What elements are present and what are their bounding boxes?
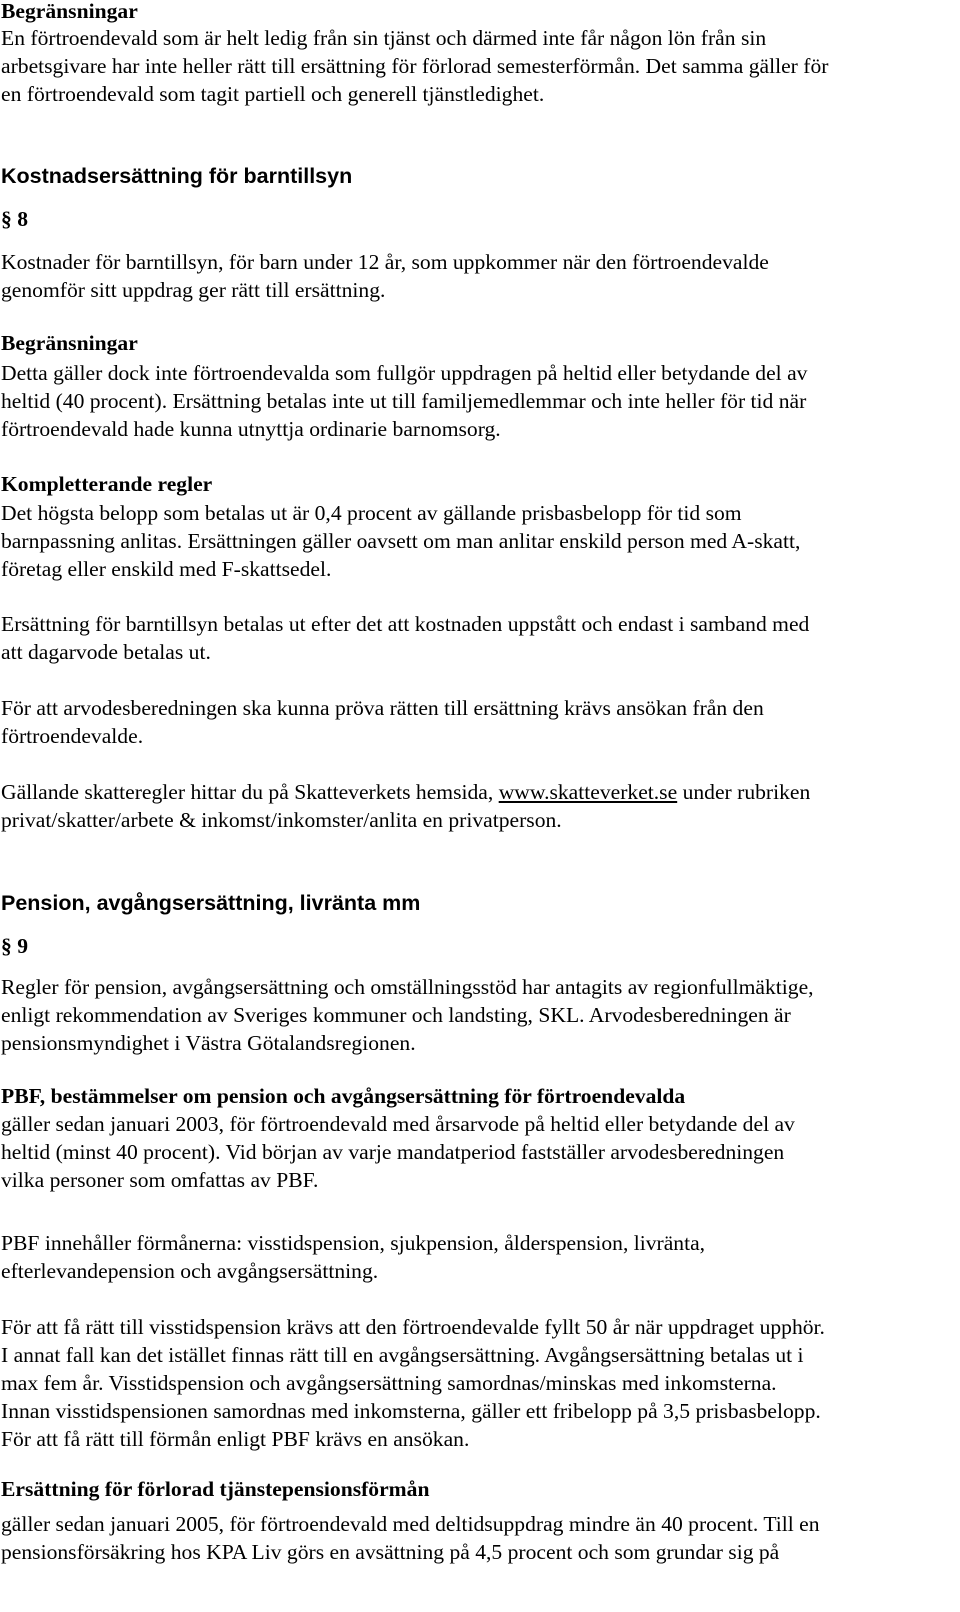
paragraph-line: privat/skatter/arbete & inkomst/inkomster/anlita en privatperson. [1,808,562,832]
subheading-lost-pension: Ersättning för förlorad tjänstepensionsförmån [1,1477,430,1501]
tax-info-text: Gällande skatteregler hittar du på Skatteverkets hemsida, [1,780,499,804]
paragraph-line: Ersättning för barntillsyn betalas ut efter det att kostnaden uppstått och endast i samband med [1,612,810,636]
tax-info-line [1,778,810,807]
paragraph-line: För att få rätt till förmån enligt PBF krävs en ansökan. [1,1427,470,1451]
paragraph-line: pensionsförsäkring hos KPA Liv görs en avsättning på 4,5 procent och som grundar sig på [1,1540,780,1564]
paragraph-line: För att arvodesberedningen ska kunna pröva rätten till ersättning krävs ansökan från den [1,696,764,720]
paragraph-line: arbetsgivare har inte heller rätt till ersättning för förlorad semesterförmån. Det samma gäller för [1,54,829,78]
paragraph-line: en förtroendevald som tagit partiell och generell tjänstledighet. [1,82,545,106]
paragraph-line: I annat fall kan det istället finnas rätt till en avgångsersättning. Avgångsersättning betalas ut i [1,1343,804,1367]
paragraph-line: förtroendevalde. [1,724,144,748]
paragraph-line: PBF innehåller förmånerna: visstidspension, sjukpension, ålderspension, livränta, [1,1231,706,1255]
paragraph-line: förtroendevald hade kunna utnyttja ordinarie barnomsorg. [1,417,501,441]
subheading-limits: Begränsningar [1,331,138,355]
paragraph-line: En förtroendevald som är helt ledig från sin tjänst och därmed inte får någon lön från sin [1,26,767,50]
paragraph-line: genomför sitt uppdrag ger rätt till ersättning. [1,278,386,302]
subheading-pbf: PBF, bestämmelser om pension och avgångsersättning för förtroendevalda [1,1084,686,1108]
subheading-limits: Begränsningar [1,0,138,23]
section-number-8: § 8 [1,207,28,231]
paragraph-line: enligt rekommendation av Sveriges kommuner och landsting, SKL. Arvodesberedningen är [1,1003,791,1027]
paragraph-line: För att få rätt till visstidspension krävs att den förtroendevalde fyllt 50 år när uppdraget upphör. [1,1315,825,1339]
paragraph-line: Innan visstidspensionen samordnas med inkomsterna, gäller ett fribelopp på 3,5 prisbasbelopp. [1,1399,821,1423]
paragraph-line: Detta gäller dock inte förtroendevalda som fullgör uppdragen på heltid eller betydande del av [1,361,808,385]
tax-info-text-after: under rubriken [677,780,811,804]
paragraph-line: heltid (minst 40 procent). Vid början av varje mandatperiod fastställer arvodesberedningen [1,1140,785,1164]
paragraph-line: gäller sedan januari 2003, för förtroendevald med årsarvode på heltid eller betydande del av [1,1112,795,1136]
paragraph-line: Kostnader för barntillsyn, för barn under 12 år, som uppkommer när den förtroendevalde [1,250,769,274]
heading-barntillsyn: Kostnadsersättning för barntillsyn [1,164,353,188]
heading-pension: Pension, avgångsersättning, livränta mm [1,891,421,915]
paragraph-line: att dagarvode betalas ut. [1,640,211,664]
paragraph-line: pensionsmyndighet i Västra Götalandsregionen. [1,1031,416,1055]
paragraph-line: vilka personer som omfattas av PBF. [1,1168,319,1192]
paragraph-line: barnpassning anlitas. Ersättningen gäller oavsett om man anlitar enskild person med A-skatt, [1,529,801,553]
section-number-9: § 9 [1,934,28,958]
paragraph-line: Det högsta belopp som betalas ut är 0,4 procent av gällande prisbasbelopp för tid som [1,501,742,525]
paragraph-line: gäller sedan januari 2005, för förtroendevald med deltidsuppdrag mindre än 40 procent. Till en [1,1512,820,1536]
paragraph-line: heltid (40 procent). Ersättning betalas inte ut till familjemedlemmar och inte heller för tid när [1,389,807,413]
skatteverket-link[interactable]: www.skatteverket.se [498,780,678,804]
subheading-complementary-rules: Kompletterande regler [1,472,213,496]
paragraph-line: efterlevandepension och avgångsersättning. [1,1259,379,1283]
paragraph-line: Regler för pension, avgångsersättning och omställningsstöd har antagits av regionfullmäktige, [1,975,814,999]
paragraph-line: max fem år. Visstidspension och avgångsersättning samordnas/minskas med inkomsterna. [1,1371,777,1395]
paragraph-line: företag eller enskild med F-skattsedel. [1,557,332,581]
